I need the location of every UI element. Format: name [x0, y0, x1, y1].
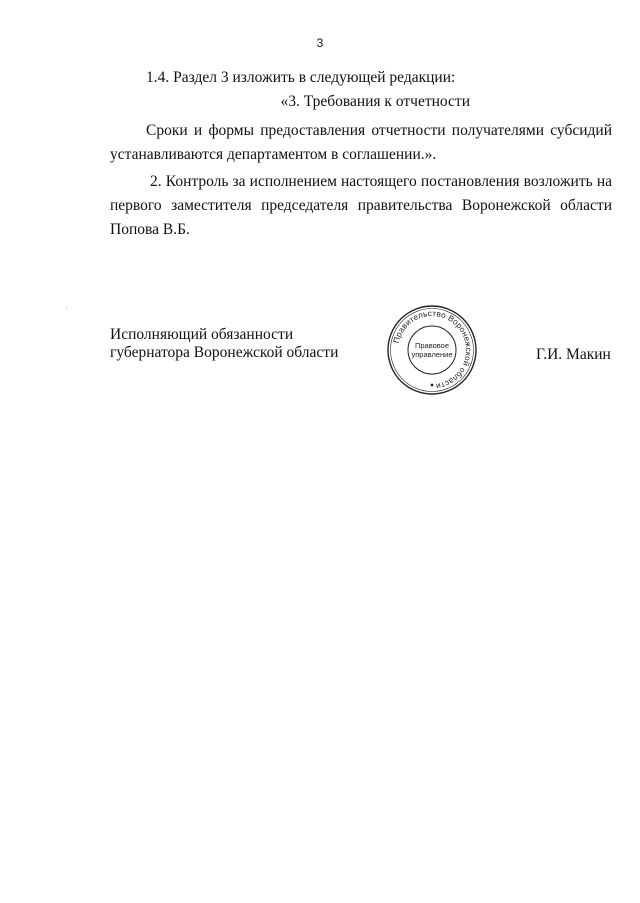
signatory-name: Г.И. Макин	[536, 346, 611, 363]
scan-speck	[66, 307, 67, 308]
legal-department-stamp	[386, 304, 478, 396]
svg-text:Правовое: Правовое	[414, 341, 450, 350]
paragraph-section-heading: «3. Требования к отчетности	[280, 93, 470, 110]
svg-text:управление: управление	[411, 350, 453, 359]
signatory-title	[110, 326, 338, 362]
signatory-title-line-1: Исполняющий обязанности	[110, 326, 294, 343]
page-number: 3	[316, 36, 324, 50]
signatory-title-line-2: губернатора Воронежской области	[110, 344, 339, 361]
paragraph-control-clause: 2. Контроль за исполнением настоящего постановления возложить на первого заместителя председателя правительства Воронежской области Попова В.Б.	[110, 173, 612, 238]
paragraph-reporting-terms: Сроки и формы предоставления отчетности получателями субсидий устанавливаются департаментом в соглашении.».	[110, 122, 612, 163]
paragraph-section-amendment: 1.4. Раздел 3 изложить в следующей редакции:	[146, 69, 456, 86]
svg-text:Правительство Воронежской обла: Правительство Воронежской области	[391, 308, 474, 391]
